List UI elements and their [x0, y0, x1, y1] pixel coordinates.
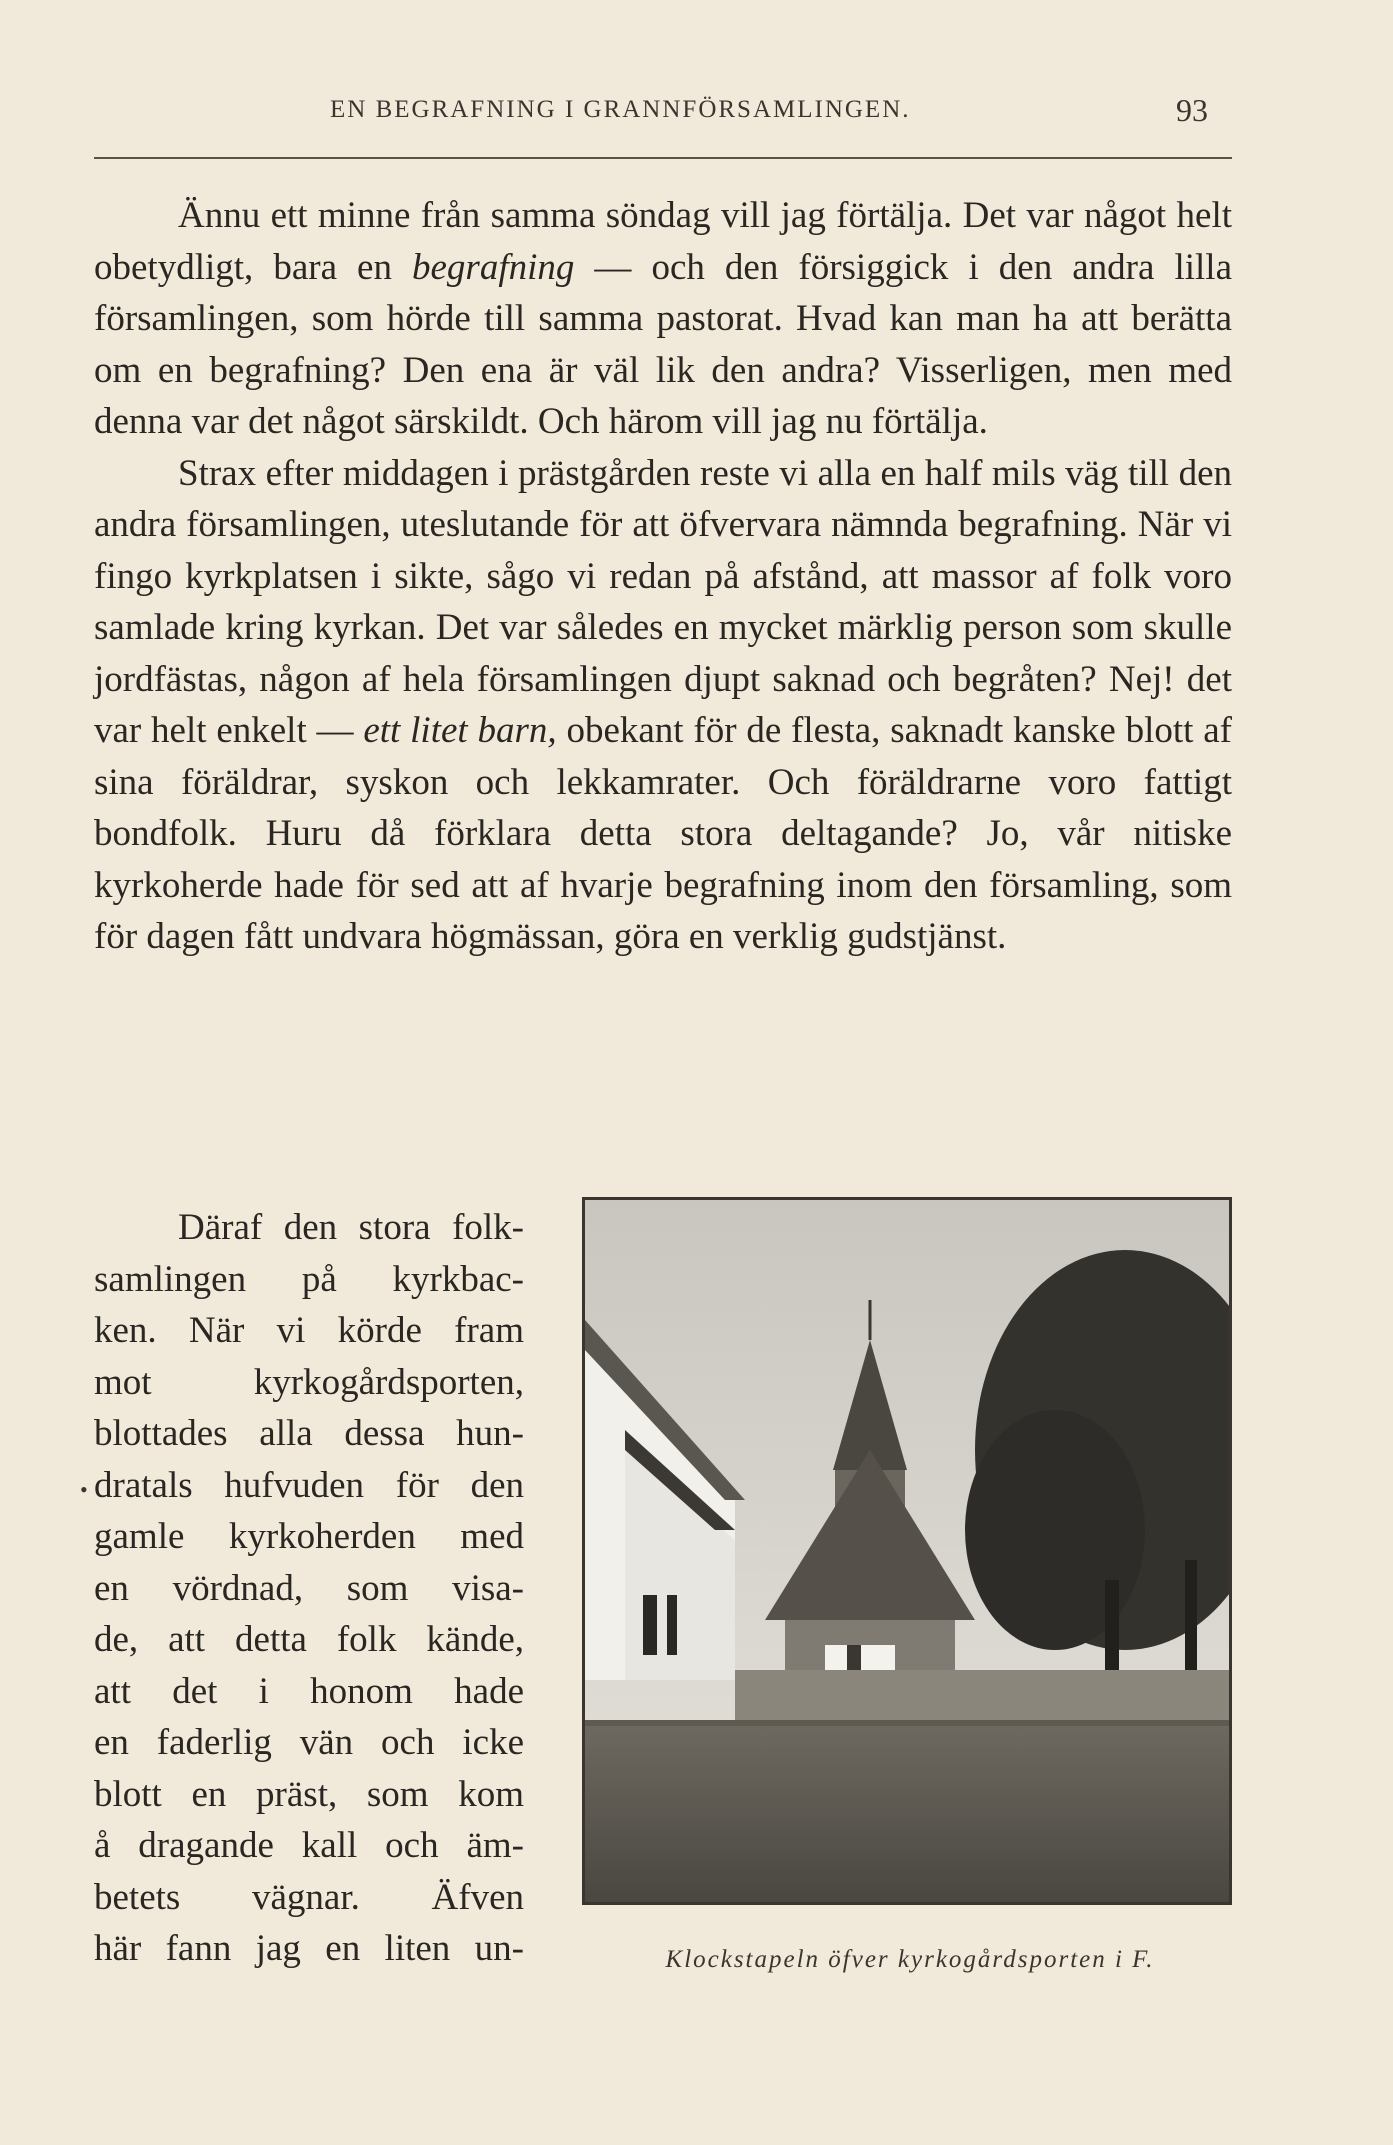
text-line: en vördnad, som visa-: [94, 1567, 524, 1609]
page-number: 93: [1176, 92, 1208, 128]
text-line: här fann jag en liten un-: [94, 1928, 524, 1969]
text-line: Däraf den stora folk-: [178, 1207, 524, 1248]
text-line: betets vägnar. Äfven: [94, 1876, 524, 1918]
italic-word: begrafning: [412, 246, 575, 288]
photo-illustration: [585, 1200, 1229, 1902]
text-line: dratals hufvuden för den: [94, 1464, 524, 1506]
text-line: en faderlig vän och icke: [94, 1722, 524, 1763]
text-line: gamle kyrkoherden med: [94, 1516, 524, 1557]
text-line: blott en präst, som kom: [94, 1773, 524, 1815]
paragraph-3: [94, 1202, 524, 1975]
text-line: blottades alla dessa hun-: [94, 1413, 524, 1454]
bell-tower-photo: [582, 1197, 1232, 1905]
text-line: att det i honom hade: [94, 1670, 524, 1712]
text-line: samlingen på kyrkbac-: [94, 1258, 524, 1300]
main-text: [94, 190, 1232, 963]
paragraph-1: Ännu ett minne från samma söndag vill jag förtälja. Det var något helt obetydligt, bara en begrafning — och den försiggick i den andra lilla församlingen, som hörde till samma pastorat. Hvad kan man ha att berätta om en begrafning? Den ena är väl lik den andra? Visserligen, men med denna var det något särskildt. Och härom vill jag nu förtälja.: [94, 195, 1232, 442]
italic-phrase: ett litet barn,: [363, 710, 557, 751]
margin-mark: •: [80, 1477, 88, 1502]
text-line: de, att detta folk kände,: [94, 1619, 524, 1660]
photo-caption: Klockstapeln öfver kyrkogårdsporten i F.: [665, 1946, 1155, 1973]
text-line: mot kyrkogårdsporten,: [94, 1361, 524, 1403]
text-line: å dragande kall och äm-: [94, 1825, 524, 1866]
running-title: EN BEGRAFNING I GRANNFÖRSAMLINGEN.: [330, 96, 911, 123]
header-rule: [94, 157, 1232, 159]
text-line: ken. När vi körde fram: [94, 1310, 524, 1351]
paragraph-2: Strax efter middagen i prästgården reste vi alla en half mils väg till den andra församlingen, uteslutande för att öfvervara nämnda begrafning. När vi fingo kyrkplatsen i sikte, sågo vi redan på afstånd, att massor af folk voro samlade kring kyrkan. Det var således en mycket märklig person som skulle jordfästas, någon af hela församlingen djupt saknad och begråten? Nej! det var helt enkelt — ett litet barn, obekant för de flesta, saknadt kanske blott af sina föräldrar, syskon och lekkamrater. Och föräldrarne voro fattigt bondfolk. Huru då förklara detta stora deltagande? Jo, vår nitiske kyrkoherde hade för sed att af hvarje begrafning inom den församling, som för dagen fått undvara högmässan, göra en verklig gudstjänst.: [94, 452, 1232, 957]
